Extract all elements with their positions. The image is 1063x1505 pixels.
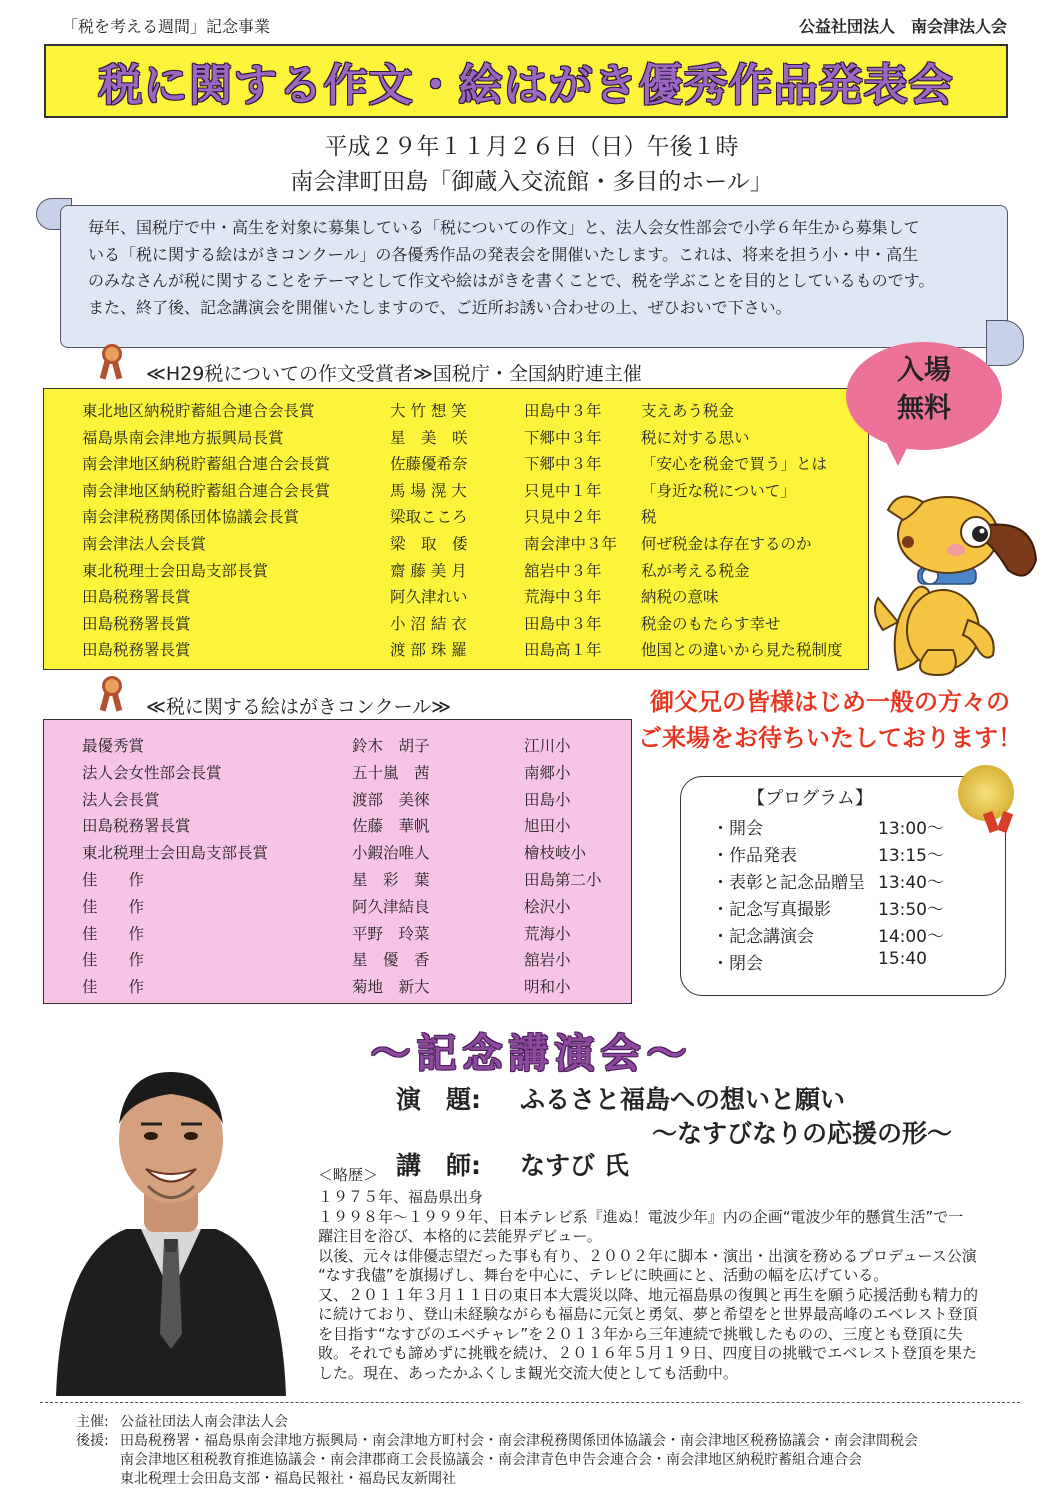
essay-award-cell: 東北地区納税貯蓄組合連合会長賞 — [82, 402, 315, 420]
event-venue: 南会津町田島「御蔵入交流館・多目的ホール」 — [290, 169, 773, 195]
postcard-award-cell: 佳 作 — [82, 978, 145, 997]
essay-school-cell: 下郷中３年 — [524, 428, 602, 447]
program-title: 【プログラム】 — [747, 788, 873, 809]
lecture-title: 〜記念講演会〜 — [370, 1031, 693, 1077]
postcard-award-cell: 佳 作 — [82, 924, 145, 943]
postcard-school-cell: 舘岩小 — [524, 951, 571, 970]
program-item-time: 13:50〜 — [878, 900, 944, 920]
postcard-award-cell: 最優秀賞 — [82, 737, 145, 755]
postcard-name-cell: 鈴木 胡子 — [352, 737, 430, 755]
intro-line: また、終了後、記念講演会を開催いたしますので、ご近所お誘い合わせの上、ぜひおいで下さい。 — [88, 297, 792, 317]
essay-work-cell: 何ぜ税金は存在するのか — [641, 535, 812, 553]
speaker-label: 講 師: — [396, 1151, 481, 1180]
essay-award-cell: 南会津法人会長賞 — [82, 535, 207, 553]
essay-school-cell: 田島中３年 — [524, 402, 602, 420]
bio-line: “なす我儘”を旗揚げし、舞台を中心に、テレビに映画にと、活動の幅を広げている。 — [318, 1266, 889, 1284]
postcard-school-cell: 田島第二小 — [524, 871, 602, 889]
speaker-photo — [36, 1044, 306, 1396]
essay-award-cell: 東北税理士会田島支部長賞 — [82, 561, 269, 580]
program-item-label: ・記念講演会 — [712, 927, 814, 947]
organizer-label: 公益社団法人 南会津法人会 — [798, 17, 1007, 36]
program-item-label: ・表彰と記念品贈呈 — [712, 873, 865, 893]
postcard-name-cell: 五十嵐 茜 — [352, 763, 430, 782]
essay-name-cell: 馬 場 滉 大 — [390, 481, 467, 500]
essay-school-cell: 荒海中３年 — [524, 588, 602, 607]
support-line: 南会津地区租税教育推進協議会・南会津郡商工会長協議会・南会津青色申告会連合会・南会津地区納税貯蓄組合連合会 — [120, 1452, 862, 1468]
postcard-school-cell: 南郷小 — [524, 763, 571, 782]
footer-divider — [40, 1402, 1020, 1403]
postcard-award-cell: 田島税務署長賞 — [82, 817, 191, 836]
essay-name-cell: 梁取こころ — [390, 508, 468, 527]
essay-name-cell: 佐藤優希奈 — [390, 455, 468, 474]
essay-work-cell: 他国との違いから見た税制度 — [641, 641, 843, 660]
postcard-award-cell: 佳 作 — [82, 897, 145, 916]
event-series-label: 「税を考える週間」記念事業 — [62, 17, 271, 36]
postcard-name-cell: 星 彩 葉 — [352, 871, 430, 889]
postcard-award-table — [43, 719, 632, 1004]
postcard-name-cell: 阿久津結良 — [352, 897, 430, 916]
speaker-bio — [318, 1188, 1018, 1383]
essay-name-cell: 阿久津れい — [390, 588, 468, 607]
lecture-theme: ふるさと福島への想いと願い — [520, 1085, 846, 1114]
bio-line: １９９８年〜１９９９年、日本テレビ系『進ぬ！電波少年』内の企画“電波少年的懸賞生活”で一 — [318, 1207, 964, 1226]
bio-line: 又、２０１１年３月１１日の東日本大震災以降、地元福島県の復興と再生を願う応援活動も精力的 — [318, 1285, 979, 1304]
theme-label: 演 題: — [396, 1085, 481, 1114]
lecture-subtitle: 〜なすびなりの応援の形〜 — [652, 1119, 953, 1148]
intro-line: いる「税に関する絵はがきコンクール」の各優秀作品の発表会を開催いたします。これは、将来を担う小・中・高生 — [88, 244, 919, 264]
bio-line: 躍注目を浴び、本格的に芸能界デビュー。 — [318, 1227, 602, 1245]
program-item-label: ・記念写真撮影 — [712, 900, 831, 920]
intro-text — [88, 215, 998, 321]
program-item-time: 13:40〜 — [878, 873, 944, 893]
essay-school-cell: 南会津中３年 — [524, 535, 618, 553]
postcard-name-cell: 渡部 美徠 — [352, 790, 430, 809]
postcard-school-cell: 田島小 — [524, 790, 571, 809]
postcard-award-cell: 佳 作 — [82, 871, 145, 889]
badge-line: 無料 — [897, 393, 951, 424]
page-title: 税に関する作文・絵はがき優秀作品発表会 — [98, 60, 954, 111]
invite-line: 御父兄の皆様はじめ一般の方々の — [650, 688, 1010, 716]
postcard-name-cell: 佐藤 華帆 — [352, 817, 430, 836]
support-line: 東北税理士会田島支部・福島民報社・福島民友新聞社 — [120, 1471, 456, 1487]
essay-award-cell: 田島税務署長賞 — [82, 588, 191, 607]
essay-name-cell: 小 沼 結 衣 — [390, 614, 467, 633]
postcard-award-cell: 法人会女性部会長賞 — [82, 763, 222, 782]
program-item-time: 13:15〜 — [878, 846, 944, 866]
bio-line: した。現在、あったかふくしま観光交流大使としても活動中。 — [318, 1363, 738, 1382]
essay-work-cell: 税 — [641, 508, 657, 527]
essay-name-cell: 齋 藤 美 月 — [390, 561, 467, 580]
essay-award-cell: 南会津地区納税貯蓄組合連合会長賞 — [82, 455, 331, 474]
bubble-tail — [880, 430, 916, 466]
program-item-label: ・作品発表 — [712, 846, 797, 866]
dog-mascot-icon — [868, 480, 1044, 680]
essay-award-cell: 田島税務署長賞 — [82, 641, 191, 660]
postcard-name-cell: 小鍜治唯人 — [352, 844, 430, 863]
essay-name-cell: 渡 部 珠 羅 — [390, 641, 467, 660]
essay-work-cell: 支えあう税金 — [641, 402, 735, 420]
program-item-time: 13:00〜 — [878, 819, 944, 839]
intro-line: 毎年、国税庁で中・高生を対象に募集している「税についての作文」と、法人会女性部会で小学６年生から募集して — [88, 218, 920, 237]
essay-award-cell: 福島県南会津地方振興局長賞 — [82, 428, 284, 447]
essay-name-cell: 星 美 咲 — [390, 428, 468, 447]
postcard-school-cell: 江川小 — [524, 737, 571, 755]
essay-school-cell: 田島中３年 — [524, 614, 602, 633]
essay-school-cell: 只見中１年 — [524, 481, 602, 500]
essay-school-cell: 舘岩中３年 — [524, 561, 602, 580]
host-name: 公益社団法人南会津法人会 — [120, 1414, 288, 1430]
essay-work-cell: 私が考える税金 — [641, 561, 750, 580]
bio-line: に続けており、登山未経験ながらも福島に元気と勇気、夢と希望をと世界最高峰のエベレスト登頂 — [318, 1305, 978, 1323]
essay-work-cell: 「身近な税について」 — [641, 481, 796, 500]
essay-school-cell: 下郷中３年 — [524, 455, 602, 474]
free-admission-text — [846, 352, 1002, 428]
invitation-text — [620, 684, 1040, 756]
essay-school-cell: 只見中２年 — [524, 508, 602, 527]
postcard-school-cell: 旭田小 — [524, 817, 571, 836]
program-item-time: 15:40 — [878, 949, 927, 969]
bio-line: を目指す“なすびのエベチャレ”を２０１３年から三年連続で挑戦したものの、三度とも登頂に失 — [318, 1324, 963, 1343]
essay-award-cell: 南会津税務関係団体協議会長賞 — [82, 508, 300, 527]
program-item-label: ・閉会 — [712, 954, 763, 974]
program-item-label: ・開会 — [712, 819, 763, 839]
program-item-time: 14:00〜 — [878, 927, 944, 947]
essay-name-cell: 梁 取 倭 — [390, 535, 468, 553]
bio-heading: ＜略歴＞ — [318, 1166, 379, 1184]
intro-line: のみなさんが税に関することをテーマとして作文や絵はがきを書くことで、税を学ぶことを目的としているものです。 — [88, 271, 935, 290]
host-label: 主催: — [76, 1414, 109, 1430]
ribbon-icon — [102, 344, 122, 364]
postcard-heading: ≪税に関する絵はがきコンクール≫ — [146, 696, 452, 718]
essay-school-cell: 田島高１年 — [524, 641, 602, 660]
postcard-name-cell: 平野 玲菜 — [352, 924, 430, 943]
bio-line: １９７５年、福島県出身 — [318, 1188, 484, 1206]
postcard-school-cell: 桧沢小 — [524, 897, 571, 916]
bio-line: 以後、元々は俳優志望だった事も有り、２００２年に脚本・演出・出演を務めるプロデュース公演 — [318, 1246, 977, 1265]
postcard-name-cell: 星 優 香 — [352, 951, 430, 970]
postcard-school-cell: 明和小 — [524, 978, 571, 997]
support-line: 田島税務署・福島県南会津地方振興局・南会津地方町村会・南会津税務関係団体協議会・南会津地区税務協議会・南会津間税会 — [120, 1433, 918, 1449]
essay-name-cell: 大 竹 想 笑 — [390, 402, 467, 420]
postcard-name-cell: 菊地 新大 — [352, 978, 430, 997]
postcard-award-cell: 佳 作 — [82, 951, 145, 970]
speaker-name: なすび 氏 — [520, 1151, 629, 1180]
event-date: 平成２９年１１月２６日（日）午後１時 — [324, 134, 739, 160]
postcard-school-cell: 檜枝岐小 — [524, 844, 587, 863]
postcard-award-cell: 法人会長賞 — [82, 790, 160, 809]
essay-work-cell: 税に対する思い — [641, 428, 750, 447]
bio-line: 敗。それでも諦めずに挑戦を続け、２０１６年５月１９日、四度目の挑戦でエベレスト登頂を果た — [318, 1344, 977, 1362]
invite-line: ご来場をお待ちいたしております！ — [638, 724, 1022, 752]
postcard-school-cell: 荒海小 — [524, 924, 571, 943]
ribbon-icon — [102, 676, 122, 696]
essay-award-cell: 田島税務署長賞 — [82, 614, 191, 633]
essay-work-cell: 「安心を税金で買う」とは — [641, 455, 828, 474]
essay-award-cell: 南会津地区納税貯蓄組合連合会長賞 — [82, 481, 331, 500]
support-label: 後援: — [76, 1433, 109, 1449]
essay-heading: ≪H29税についての作文受賞者≫国税庁・全国納貯連主催 — [146, 363, 642, 385]
title-banner — [44, 44, 1008, 118]
essay-work-cell: 納税の意味 — [641, 588, 719, 607]
essay-work-cell: 税金のもたらす幸せ — [641, 614, 781, 633]
postcard-award-cell: 東北税理士会田島支部長賞 — [82, 844, 269, 863]
badge-line: 入場 — [897, 355, 951, 386]
essay-award-table — [43, 388, 869, 670]
